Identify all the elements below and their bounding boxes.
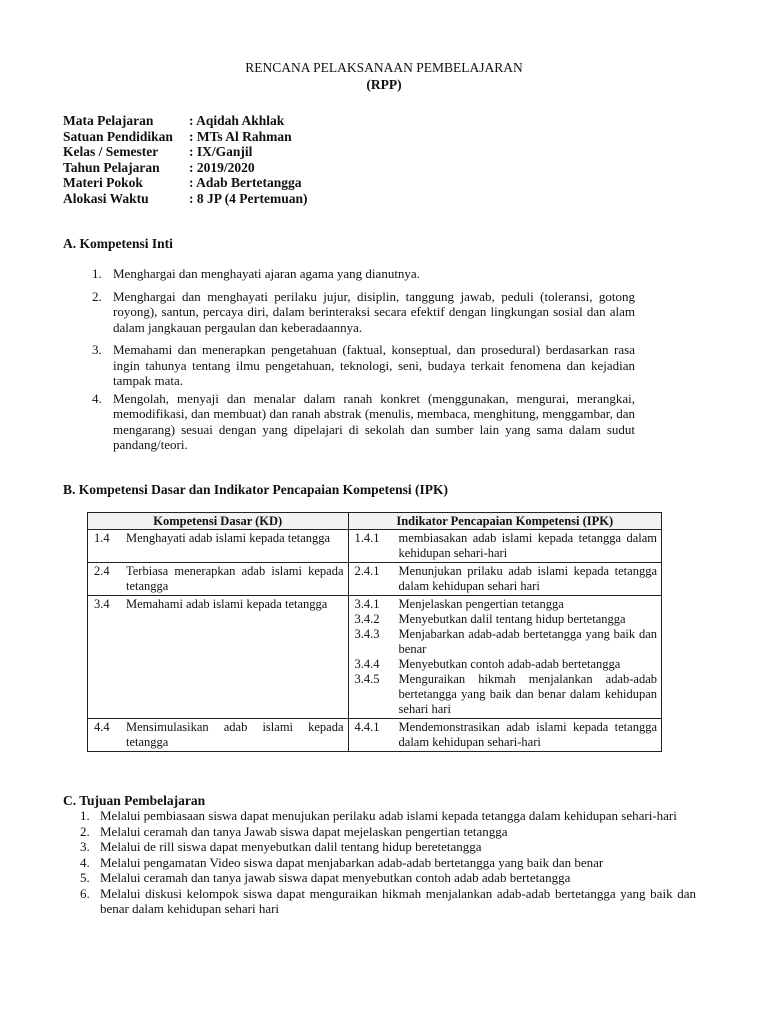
document-title: RENCANA PELAKSANAAN PEMBELAJARAN <box>245 60 523 75</box>
meta-label: Satuan Pendidikan <box>63 128 173 144</box>
list-number: 5. <box>80 870 90 885</box>
list-item <box>92 289 635 336</box>
tujuan-list <box>80 808 696 917</box>
list-text: Melalui de rill siswa dapat menyebutkan dalil tentang hidup beretetangga <box>100 839 482 854</box>
ipk-cell <box>348 719 661 752</box>
meta-label: Materi Pokok <box>63 175 143 190</box>
meta-value: : 8 JP (4 Pertemuan) <box>189 190 308 206</box>
column-header-ipk: Indikator Pencapaian Kompetensi (IPK) <box>348 513 661 530</box>
kd-text: Menghayati adab islami kepada tetangga <box>126 531 331 545</box>
meta-label: Kelas / Semester <box>63 144 159 159</box>
section-b-heading: B. Kompetensi Dasar dan Indikator Pencapaian Kompetensi (IPK) <box>63 482 449 497</box>
ipk-cell <box>348 596 661 719</box>
table-row <box>88 719 662 752</box>
list-item <box>92 391 635 453</box>
kd-text: Terbiasa menerapkan adab islami kepada tetangga <box>126 564 344 593</box>
ipk-text: Menyebutkan dalil tentang hidup bertetangga <box>398 612 626 626</box>
list-item <box>80 870 696 886</box>
ipk-text: Menguraikan hikmah menjalankan adab-adab bertetangga yang baik dan benar dalam kehidupan sehari hari <box>398 672 657 716</box>
ipk-text: Mendemonstrasikan adab islami kepada tetangga dalam kehidupan sehari-hari <box>398 720 657 749</box>
ipk-text: Menjabarkan adab-adab bertetangga yang baik dan benar <box>398 627 657 656</box>
meta-block <box>63 113 307 206</box>
kd-code: 2.4 <box>94 564 110 578</box>
list-item <box>80 855 696 871</box>
kd-code: 4.4 <box>94 720 110 734</box>
ipk-code: 1.4.1 <box>354 531 380 545</box>
ipk-cell <box>348 530 661 563</box>
list-item <box>80 824 696 840</box>
meta-row <box>63 129 307 145</box>
ipk-text: Menjelaskan pengertian tetangga <box>398 597 564 611</box>
list-number: 2. <box>92 288 102 304</box>
table-header-row <box>88 513 662 530</box>
ipk-code: 4.4.1 <box>354 720 380 734</box>
kd-cell <box>88 596 349 719</box>
kd-ipk-table <box>87 512 662 752</box>
table-row <box>88 530 662 563</box>
kd-cell <box>88 530 349 563</box>
ipk-text: Menyebutkan contoh adab-adab bertetangga <box>398 657 621 671</box>
list-number: 4. <box>80 854 90 870</box>
list-item <box>92 266 635 282</box>
meta-label: Tahun Pelajaran <box>63 159 160 175</box>
meta-value: : IX/Ganjil <box>189 144 253 159</box>
kd-code: 3.4 <box>94 597 110 611</box>
list-text: Melalui ceramah dan tanya jawab siswa dapat menyebutkan contoh adab adab bertetangga <box>100 870 571 885</box>
kd-cell <box>88 563 349 596</box>
list-number: 3. <box>80 839 90 854</box>
section-a-heading: A. Kompetensi Inti <box>63 236 173 251</box>
list-text: Menghargai dan menghayati perilaku jujur, disiplin, tanggung jawab, peduli (toleransi, gotong royong), santun, percaya diri, dalam berinteraksi secara efektif dengan lingkungan sosial dan alam dalam jangkauan pergaulan dan keberadaannya. <box>113 288 635 335</box>
list-text: Memahami dan menerapkan pengetahuan (faktual, konseptual, dan prosedural) berdasarkan rasa ingin tahunya tentang ilmu pengetahuan, teknologi, seni, budaya terkait fenomena dan kejadian tampak mata. <box>113 342 635 388</box>
meta-value: : 2019/2020 <box>189 159 255 175</box>
ipk-code: 3.4.5 <box>354 672 380 686</box>
list-number: 1. <box>92 266 102 281</box>
meta-row <box>63 191 307 207</box>
list-text: Mengolah, menyaji dan menalar dalam ranah konkret (menggunakan, mengurai, merangkai, memodifikasi, dan membuat) dan ranah abstrak (menulis, membaca, menghitung, menggambar, dan mengarang) sesuai dengan yang dipelajari di sekolah dan sumber lain yang sama dalam sudut pandang/teori. <box>113 390 635 452</box>
list-item <box>92 342 635 389</box>
meta-value: : MTs Al Rahman <box>189 128 292 144</box>
kd-cell <box>88 719 349 752</box>
ipk-code: 3.4.1 <box>354 597 380 611</box>
meta-value: : Aqidah Akhlak <box>189 113 285 128</box>
list-number: 6. <box>80 885 90 901</box>
meta-label: Mata Pelajaran <box>63 113 154 128</box>
list-text: Melalui diskusi kelompok siswa dapat menguraikan hikmah menjalankan adab-adab bertetangga yang baik dan benar dalam kehidupan sehari hari <box>100 885 696 916</box>
meta-row <box>63 160 307 176</box>
section-c-heading: C. Tujuan Pembelajaran <box>63 793 206 808</box>
kompetensi-inti-list <box>92 266 635 460</box>
ipk-code: 2.4.1 <box>354 564 380 578</box>
list-number: 3. <box>92 342 102 357</box>
list-item <box>80 839 696 855</box>
list-number: 4. <box>92 390 102 406</box>
kd-code: 1.4 <box>94 531 110 545</box>
ipk-code: 3.4.3 <box>354 627 380 641</box>
meta-row <box>63 113 307 129</box>
meta-row <box>63 144 307 160</box>
meta-value: : Adab Bertetangga <box>189 175 302 190</box>
document-subtitle: (RPP) <box>366 77 402 92</box>
ipk-text: Menunjukan prilaku adab islami kepada tetangga dalam kehidupan sehari hari <box>398 564 657 593</box>
meta-row <box>63 175 307 191</box>
ipk-code: 3.4.2 <box>354 612 380 626</box>
ipk-code: 3.4.4 <box>354 657 380 671</box>
list-item <box>80 886 696 917</box>
list-text: Melalui ceramah dan tanya Jawab siswa dapat mejelaskan pengertian tetangga <box>100 823 508 839</box>
list-text: Melalui pengamatan Video siswa dapat menjabarkan adab-adab bertetangga yang baik dan benar <box>100 854 604 870</box>
list-number: 2. <box>80 823 90 839</box>
ipk-cell <box>348 563 661 596</box>
table-row <box>88 563 662 596</box>
list-text: Menghargai dan menghayati ajaran agama yang dianutnya. <box>113 266 420 281</box>
kd-text: Memahami adab islami kepada tetangga <box>126 597 328 611</box>
list-text: Melalui pembiasaan siswa dapat menujukan perilaku adab islami kepada tetangga dalam kehidupan sehari-hari <box>100 808 677 823</box>
list-item <box>80 808 696 824</box>
column-header-kd: Kompetensi Dasar (KD) <box>88 513 349 530</box>
table-row <box>88 596 662 719</box>
list-number: 1. <box>80 808 90 823</box>
kd-text: Mensimulasikan adab islami kepada tetangga <box>126 720 344 749</box>
ipk-text: membiasakan adab islami kepada tetangga dalam kehidupan sehari-hari <box>398 531 657 560</box>
meta-label: Alokasi Waktu <box>63 190 149 206</box>
